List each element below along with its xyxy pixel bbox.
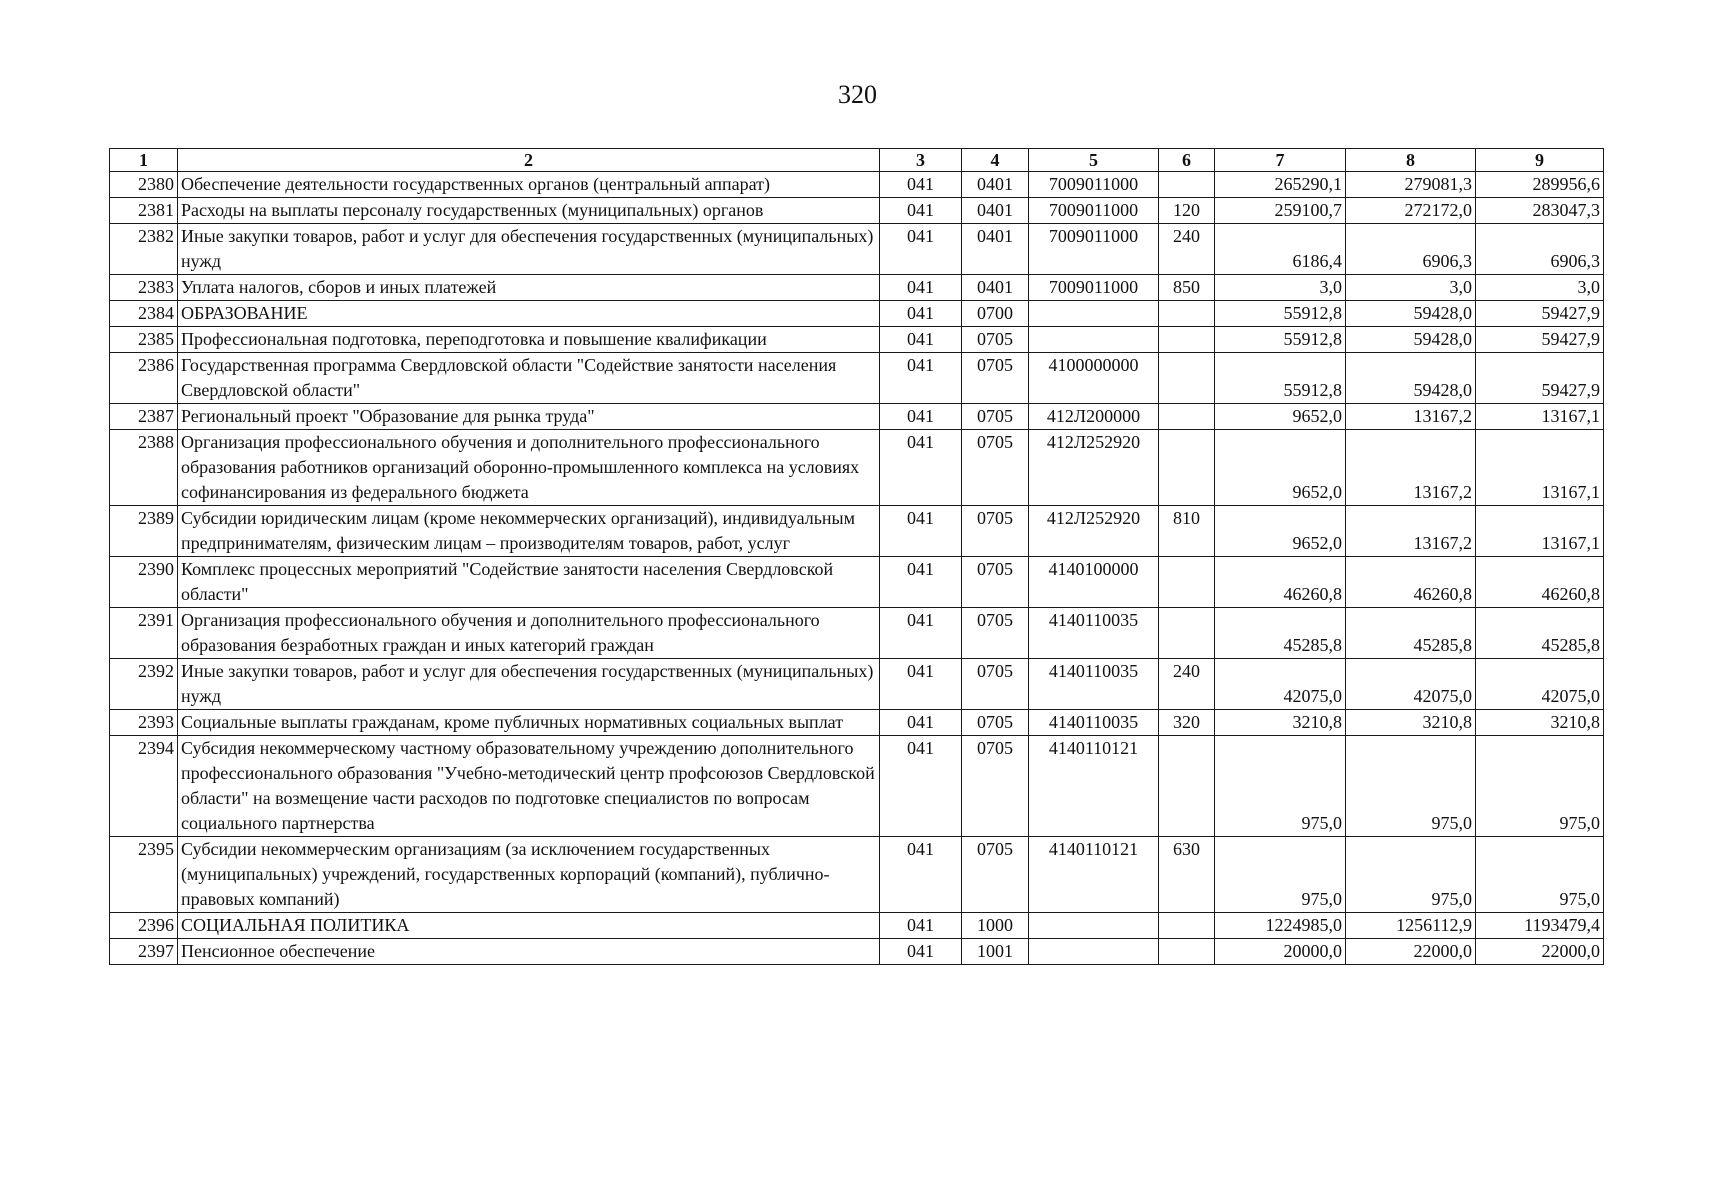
amount-col-9: 13167,1 bbox=[1476, 404, 1604, 430]
row-number: 2393 bbox=[110, 710, 178, 736]
row-number: 2381 bbox=[110, 198, 178, 224]
target-article-code: 7009011000 bbox=[1029, 275, 1159, 301]
row-number: 2380 bbox=[110, 172, 178, 198]
amount-col-7: 265290,1 bbox=[1215, 172, 1346, 198]
row-number: 2390 bbox=[110, 557, 178, 608]
row-number: 2387 bbox=[110, 404, 178, 430]
row-description: Расходы на выплаты персоналу государственных (муниципальных) органов bbox=[178, 198, 880, 224]
amount-col-9: 46260,8 bbox=[1476, 557, 1604, 608]
row-description: Организация профессионального обучения и дополнительного профессионального образования работников организаций оборонно-промышленного комплекса на условиях софинансирования из федерального бюджета bbox=[178, 430, 880, 506]
table-row bbox=[110, 939, 1604, 965]
amount-col-9: 42075,0 bbox=[1476, 659, 1604, 710]
table-header-row bbox=[110, 149, 1604, 172]
target-article-code: 4140110121 bbox=[1029, 736, 1159, 837]
amount-col-9: 975,0 bbox=[1476, 736, 1604, 837]
amount-col-8: 13167,2 bbox=[1346, 506, 1476, 557]
row-number: 2384 bbox=[110, 301, 178, 327]
section-code: 0401 bbox=[962, 275, 1029, 301]
amount-col-7: 3210,8 bbox=[1215, 710, 1346, 736]
section-code: 0705 bbox=[962, 327, 1029, 353]
table-row bbox=[110, 327, 1604, 353]
amount-col-8: 279081,3 bbox=[1346, 172, 1476, 198]
amount-col-9: 283047,3 bbox=[1476, 198, 1604, 224]
table-row bbox=[110, 710, 1604, 736]
ministry-code: 041 bbox=[880, 506, 962, 557]
table-row bbox=[110, 224, 1604, 275]
amount-col-7: 9652,0 bbox=[1215, 430, 1346, 506]
target-article-code: 4100000000 bbox=[1029, 353, 1159, 404]
section-code: 0705 bbox=[962, 506, 1029, 557]
amount-col-7: 42075,0 bbox=[1215, 659, 1346, 710]
amount-col-8: 975,0 bbox=[1346, 736, 1476, 837]
amount-col-8: 13167,2 bbox=[1346, 404, 1476, 430]
amount-col-8: 59428,0 bbox=[1346, 301, 1476, 327]
amount-col-8: 46260,8 bbox=[1346, 557, 1476, 608]
ministry-code: 041 bbox=[880, 939, 962, 965]
row-number: 2388 bbox=[110, 430, 178, 506]
amount-col-9: 22000,0 bbox=[1476, 939, 1604, 965]
amount-col-9: 3,0 bbox=[1476, 275, 1604, 301]
row-description: Обеспечение деятельности государственных органов (центральный аппарат) bbox=[178, 172, 880, 198]
ministry-code: 041 bbox=[880, 837, 962, 913]
table-row bbox=[110, 736, 1604, 837]
target-article-code: 412Л200000 bbox=[1029, 404, 1159, 430]
row-description: Комплекс процессных мероприятий "Содействие занятости населения Свердловской области" bbox=[178, 557, 880, 608]
amount-col-9: 6906,3 bbox=[1476, 224, 1604, 275]
expense-type-code: 810 bbox=[1159, 506, 1215, 557]
table-row bbox=[110, 506, 1604, 557]
expense-type-code: 240 bbox=[1159, 224, 1215, 275]
amount-col-9: 3210,8 bbox=[1476, 710, 1604, 736]
ministry-code: 041 bbox=[880, 172, 962, 198]
amount-col-9: 13167,1 bbox=[1476, 430, 1604, 506]
amount-col-7: 20000,0 bbox=[1215, 939, 1346, 965]
target-article-code: 4140110035 bbox=[1029, 659, 1159, 710]
section-code: 0401 bbox=[962, 172, 1029, 198]
target-article-code: 7009011000 bbox=[1029, 198, 1159, 224]
table-row bbox=[110, 172, 1604, 198]
amount-col-9: 289956,6 bbox=[1476, 172, 1604, 198]
target-article-code: 412Л252920 bbox=[1029, 430, 1159, 506]
expense-type-code bbox=[1159, 913, 1215, 939]
amount-col-7: 975,0 bbox=[1215, 736, 1346, 837]
target-article-code: 4140110035 bbox=[1029, 710, 1159, 736]
column-header-2: 2 bbox=[178, 149, 880, 172]
ministry-code: 041 bbox=[880, 710, 962, 736]
expense-type-code bbox=[1159, 557, 1215, 608]
target-article-code bbox=[1029, 913, 1159, 939]
table-row bbox=[110, 275, 1604, 301]
table-body bbox=[110, 172, 1604, 965]
row-number: 2395 bbox=[110, 837, 178, 913]
amount-col-8: 975,0 bbox=[1346, 837, 1476, 913]
row-number: 2383 bbox=[110, 275, 178, 301]
ministry-code: 041 bbox=[880, 301, 962, 327]
expense-type-code: 850 bbox=[1159, 275, 1215, 301]
table-row bbox=[110, 404, 1604, 430]
expense-type-code: 240 bbox=[1159, 659, 1215, 710]
column-header-9: 9 bbox=[1476, 149, 1604, 172]
ministry-code: 041 bbox=[880, 913, 962, 939]
row-description: СОЦИАЛЬНАЯ ПОЛИТИКА bbox=[178, 913, 880, 939]
amount-col-7: 55912,8 bbox=[1215, 301, 1346, 327]
row-number: 2382 bbox=[110, 224, 178, 275]
amount-col-8: 59428,0 bbox=[1346, 353, 1476, 404]
expense-type-code bbox=[1159, 608, 1215, 659]
amount-col-8: 1256112,9 bbox=[1346, 913, 1476, 939]
expense-type-code: 120 bbox=[1159, 198, 1215, 224]
ministry-code: 041 bbox=[880, 224, 962, 275]
amount-col-8: 3,0 bbox=[1346, 275, 1476, 301]
column-header-1: 1 bbox=[110, 149, 178, 172]
amount-col-7: 55912,8 bbox=[1215, 327, 1346, 353]
amount-col-7: 259100,7 bbox=[1215, 198, 1346, 224]
amount-col-8: 13167,2 bbox=[1346, 430, 1476, 506]
expense-type-code bbox=[1159, 430, 1215, 506]
target-article-code: 412Л252920 bbox=[1029, 506, 1159, 557]
amount-col-8: 22000,0 bbox=[1346, 939, 1476, 965]
table-row bbox=[110, 659, 1604, 710]
column-header-5: 5 bbox=[1029, 149, 1159, 172]
section-code: 1001 bbox=[962, 939, 1029, 965]
row-description: Иные закупки товаров, работ и услуг для обеспечения государственных (муниципальных) нужд bbox=[178, 659, 880, 710]
target-article-code bbox=[1029, 301, 1159, 327]
ministry-code: 041 bbox=[880, 198, 962, 224]
table-row bbox=[110, 557, 1604, 608]
row-number: 2396 bbox=[110, 913, 178, 939]
row-description: Государственная программа Свердловской области "Содействие занятости населения Свердловской области" bbox=[178, 353, 880, 404]
ministry-code: 041 bbox=[880, 353, 962, 404]
amount-col-8: 45285,8 bbox=[1346, 608, 1476, 659]
amount-col-9: 45285,8 bbox=[1476, 608, 1604, 659]
target-article-code bbox=[1029, 939, 1159, 965]
amount-col-9: 975,0 bbox=[1476, 837, 1604, 913]
page-number: 320 bbox=[838, 80, 877, 109]
budget-table bbox=[109, 148, 1604, 965]
row-description: Организация профессионального обучения и дополнительного профессионального образования безработных граждан и иных категорий граждан bbox=[178, 608, 880, 659]
table-row bbox=[110, 198, 1604, 224]
row-number: 2391 bbox=[110, 608, 178, 659]
amount-col-7: 9652,0 bbox=[1215, 506, 1346, 557]
row-description: Социальные выплаты гражданам, кроме публичных нормативных социальных выплат bbox=[178, 710, 880, 736]
column-header-8: 8 bbox=[1346, 149, 1476, 172]
section-code: 0705 bbox=[962, 608, 1029, 659]
row-description: Субсидии некоммерческим организациям (за исключением государственных (муниципальных) учреждений, государственных корпораций (компаний), публично-правовых компаний) bbox=[178, 837, 880, 913]
row-number: 2386 bbox=[110, 353, 178, 404]
amount-col-9: 59427,9 bbox=[1476, 301, 1604, 327]
row-description: ОБРАЗОВАНИЕ bbox=[178, 301, 880, 327]
ministry-code: 041 bbox=[880, 659, 962, 710]
target-article-code: 4140110121 bbox=[1029, 837, 1159, 913]
ministry-code: 041 bbox=[880, 557, 962, 608]
expense-type-code bbox=[1159, 353, 1215, 404]
column-header-7: 7 bbox=[1215, 149, 1346, 172]
row-number: 2392 bbox=[110, 659, 178, 710]
section-code: 0705 bbox=[962, 837, 1029, 913]
section-code: 1000 bbox=[962, 913, 1029, 939]
column-header-4: 4 bbox=[962, 149, 1029, 172]
ministry-code: 041 bbox=[880, 327, 962, 353]
expense-type-code bbox=[1159, 736, 1215, 837]
amount-col-7: 55912,8 bbox=[1215, 353, 1346, 404]
table-row bbox=[110, 301, 1604, 327]
row-description: Региональный проект "Образование для рынка труда" bbox=[178, 404, 880, 430]
column-header-6: 6 bbox=[1159, 149, 1215, 172]
section-code: 0705 bbox=[962, 404, 1029, 430]
amount-col-9: 59427,9 bbox=[1476, 353, 1604, 404]
section-code: 0705 bbox=[962, 736, 1029, 837]
target-article-code: 4140100000 bbox=[1029, 557, 1159, 608]
amount-col-9: 13167,1 bbox=[1476, 506, 1604, 557]
amount-col-7: 6186,4 bbox=[1215, 224, 1346, 275]
table-row bbox=[110, 837, 1604, 913]
amount-col-7: 9652,0 bbox=[1215, 404, 1346, 430]
target-article-code: 7009011000 bbox=[1029, 172, 1159, 198]
expense-type-code bbox=[1159, 327, 1215, 353]
expense-type-code bbox=[1159, 939, 1215, 965]
amount-col-8: 6906,3 bbox=[1346, 224, 1476, 275]
expense-type-code: 630 bbox=[1159, 837, 1215, 913]
target-article-code: 4140110035 bbox=[1029, 608, 1159, 659]
amount-col-7: 46260,8 bbox=[1215, 557, 1346, 608]
row-description: Пенсионное обеспечение bbox=[178, 939, 880, 965]
amount-col-8: 42075,0 bbox=[1346, 659, 1476, 710]
section-code: 0401 bbox=[962, 224, 1029, 275]
ministry-code: 041 bbox=[880, 430, 962, 506]
row-number: 2397 bbox=[110, 939, 178, 965]
row-number: 2385 bbox=[110, 327, 178, 353]
table-row bbox=[110, 353, 1604, 404]
row-description: Субсидия некоммерческому частному образовательному учреждению дополнительного профессионального образования "Учебно-методический центр профсоюзов Свердловской области" на возмещение части расходов по подготовке специалистов по вопросам социального партнерства bbox=[178, 736, 880, 837]
amount-col-9: 1193479,4 bbox=[1476, 913, 1604, 939]
row-description: Профессиональная подготовка, переподготовка и повышение квалификации bbox=[178, 327, 880, 353]
target-article-code: 7009011000 bbox=[1029, 224, 1159, 275]
amount-col-7: 975,0 bbox=[1215, 837, 1346, 913]
row-description: Субсидии юридическим лицам (кроме некоммерческих организаций), индивидуальным предпринимателям, физическим лицам – производителям товаров, работ, услуг bbox=[178, 506, 880, 557]
amount-col-7: 45285,8 bbox=[1215, 608, 1346, 659]
ministry-code: 041 bbox=[880, 608, 962, 659]
section-code: 0705 bbox=[962, 430, 1029, 506]
amount-col-8: 272172,0 bbox=[1346, 198, 1476, 224]
amount-col-7: 1224985,0 bbox=[1215, 913, 1346, 939]
expense-type-code bbox=[1159, 301, 1215, 327]
expense-type-code bbox=[1159, 404, 1215, 430]
expense-type-code: 320 bbox=[1159, 710, 1215, 736]
amount-col-8: 3210,8 bbox=[1346, 710, 1476, 736]
row-number: 2389 bbox=[110, 506, 178, 557]
amount-col-8: 59428,0 bbox=[1346, 327, 1476, 353]
section-code: 0700 bbox=[962, 301, 1029, 327]
column-header-3: 3 bbox=[880, 149, 962, 172]
target-article-code bbox=[1029, 327, 1159, 353]
section-code: 0705 bbox=[962, 659, 1029, 710]
amount-col-9: 59427,9 bbox=[1476, 327, 1604, 353]
amount-col-7: 3,0 bbox=[1215, 275, 1346, 301]
section-code: 0401 bbox=[962, 198, 1029, 224]
section-code: 0705 bbox=[962, 557, 1029, 608]
table-row bbox=[110, 913, 1604, 939]
table-row bbox=[110, 608, 1604, 659]
row-description: Иные закупки товаров, работ и услуг для обеспечения государственных (муниципальных) нужд bbox=[178, 224, 880, 275]
row-description: Уплата налогов, сборов и иных платежей bbox=[178, 275, 880, 301]
table-row bbox=[110, 430, 1604, 506]
section-code: 0705 bbox=[962, 353, 1029, 404]
row-number: 2394 bbox=[110, 736, 178, 837]
section-code: 0705 bbox=[962, 710, 1029, 736]
expense-type-code bbox=[1159, 172, 1215, 198]
ministry-code: 041 bbox=[880, 275, 962, 301]
ministry-code: 041 bbox=[880, 736, 962, 837]
ministry-code: 041 bbox=[880, 404, 962, 430]
